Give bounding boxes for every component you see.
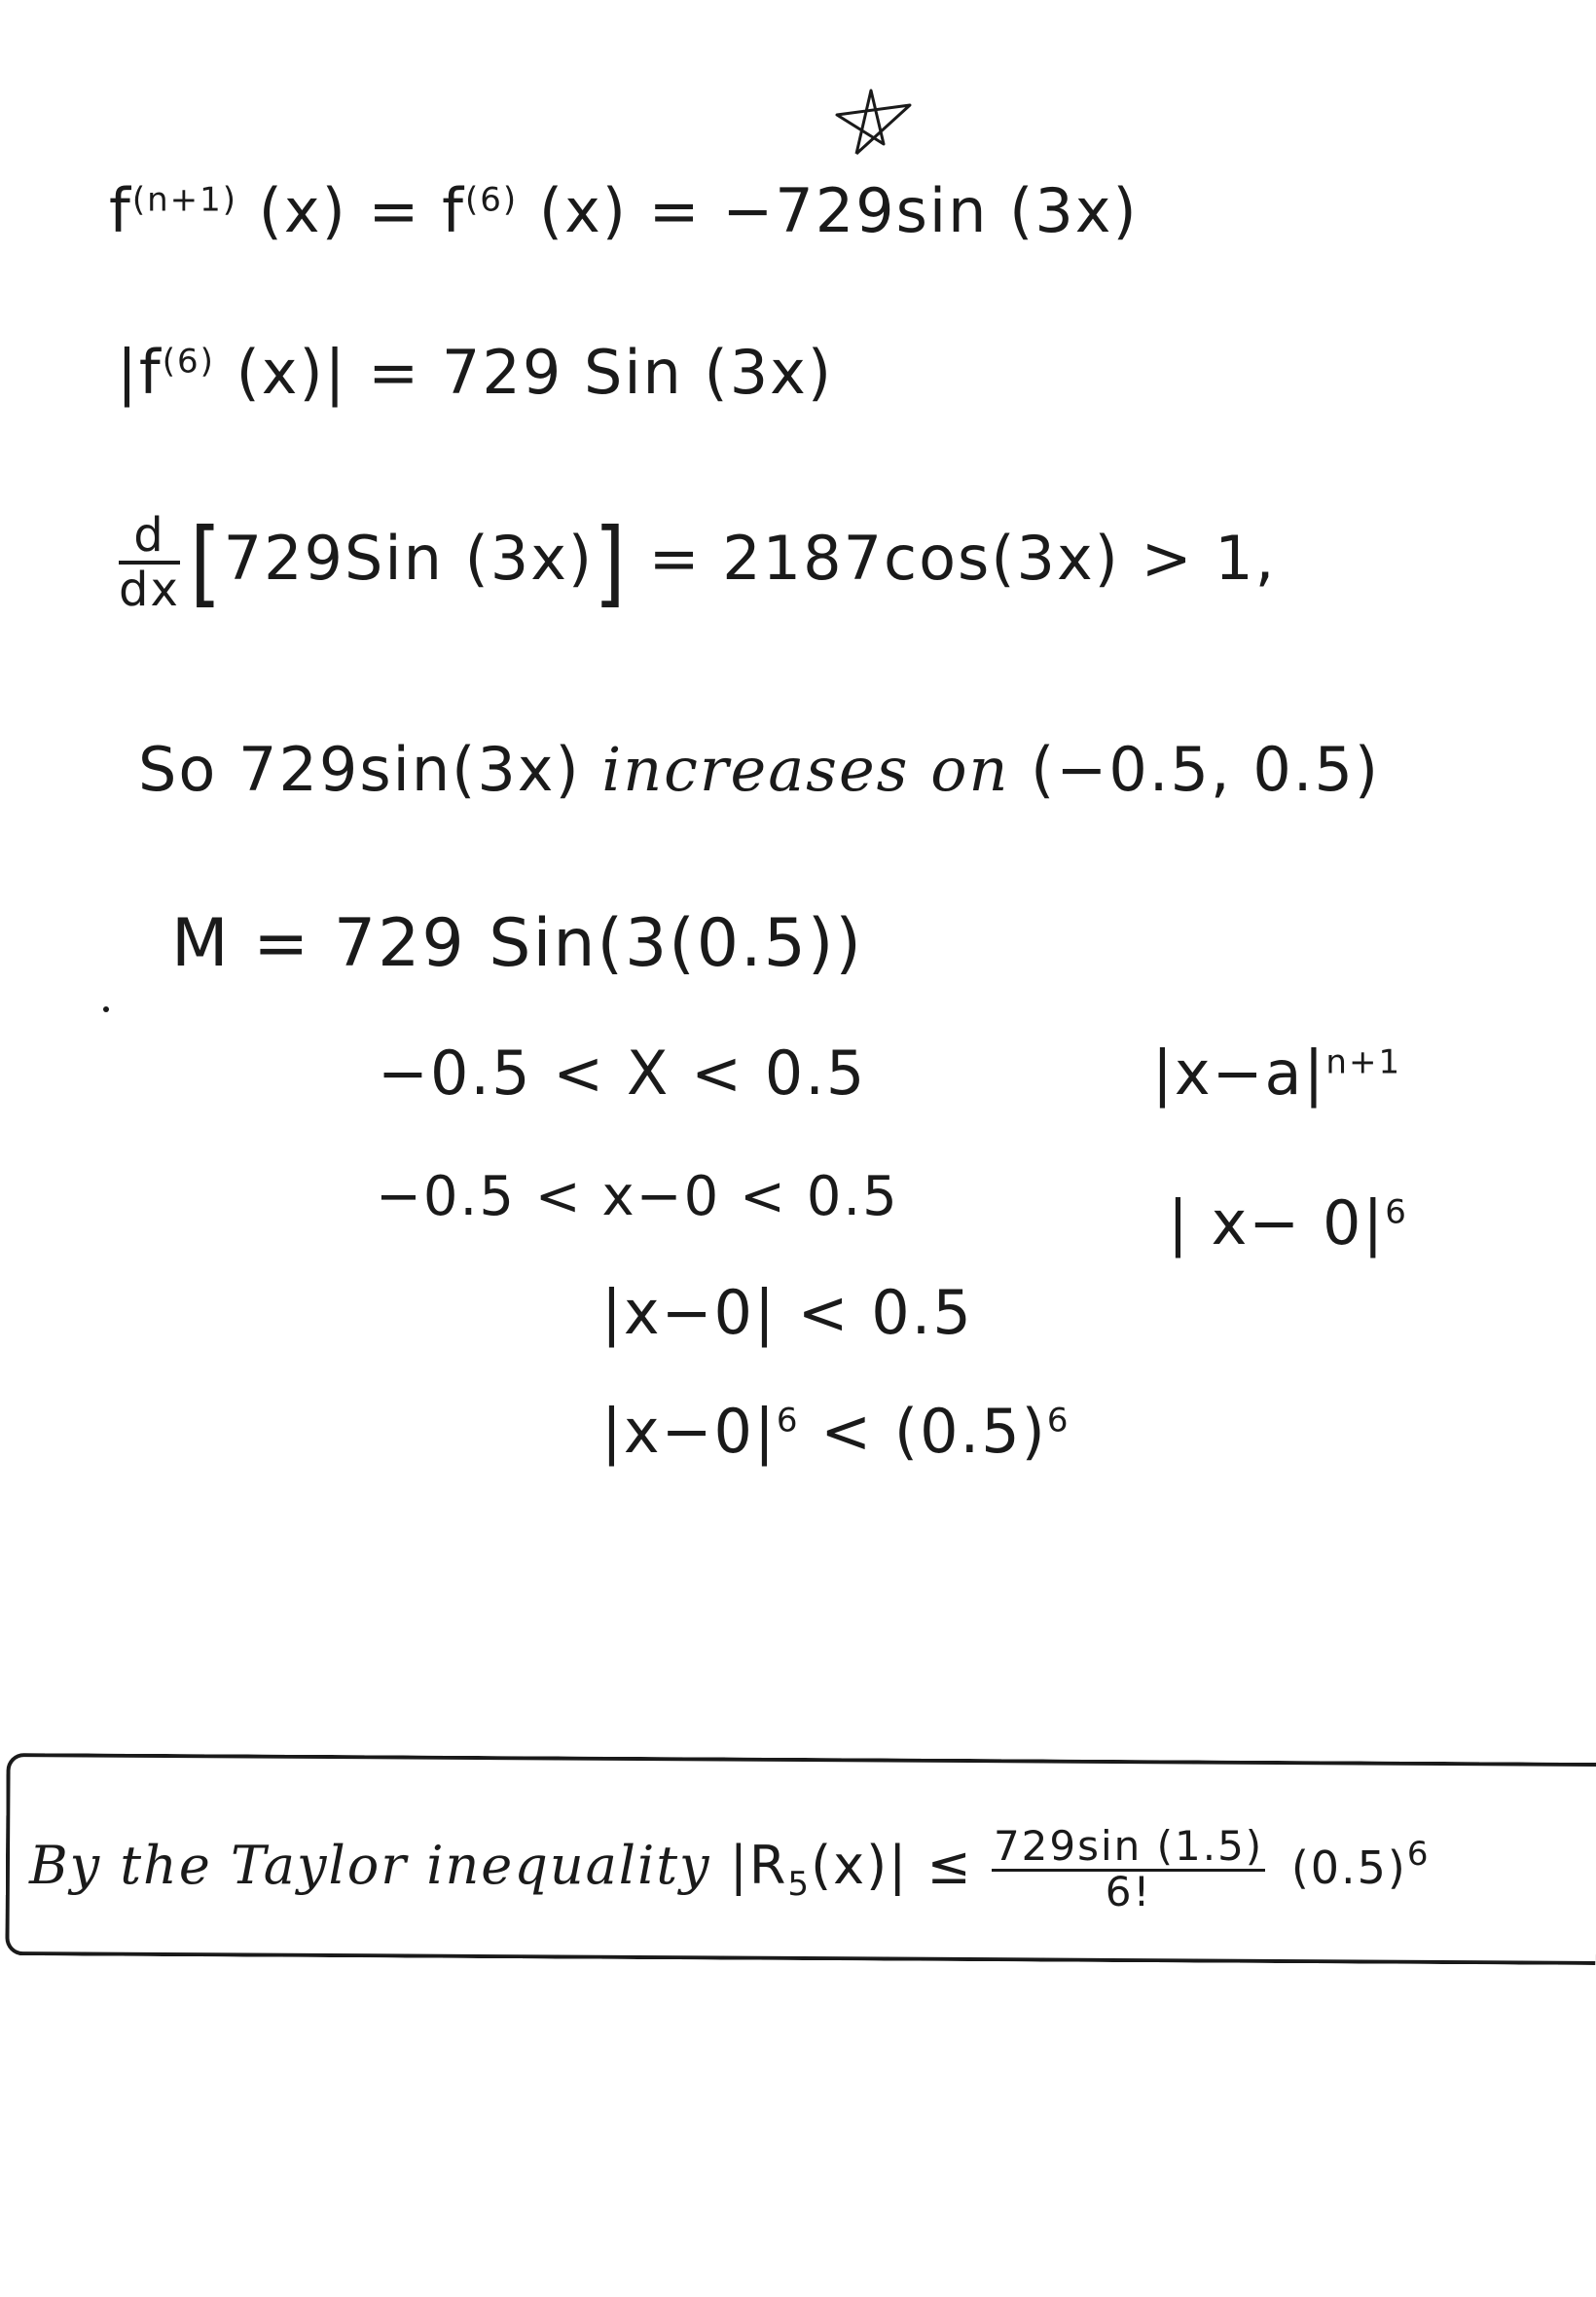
- line-2-sup-a: (6): [162, 342, 215, 382]
- line-3-rhs: = 2187cos(3x) > 1,: [627, 523, 1277, 595]
- line-1-part-c: (x) = −729sin (3x): [518, 175, 1139, 246]
- line-abs-bound: |x−0| < 0.5: [601, 1277, 973, 1348]
- remainder-factor-base: |x−a|: [1152, 1038, 1326, 1109]
- line-4-part-a: So 729sin(3x): [138, 734, 602, 805]
- conclusion-fraction-num: 729sin (1.5): [993, 1822, 1264, 1870]
- d-dx-fraction: [119, 508, 180, 617]
- conclusion-fraction-den: 6!: [1105, 1868, 1152, 1915]
- conclusion-lhs-sub: 5: [787, 1864, 812, 1904]
- line-9-sup-b: 6: [1046, 1401, 1070, 1440]
- remainder-sub-exp: 6: [1385, 1192, 1408, 1232]
- conclusion-tail-sup: 6: [1406, 1835, 1431, 1875]
- conclusion-line: [29, 1822, 1431, 1915]
- left-bracket: [: [189, 507, 224, 618]
- line-derivative-check: [119, 507, 1277, 618]
- line-9-part-b: < (0.5): [799, 1396, 1047, 1467]
- line-remainder-factor: [1152, 1038, 1402, 1109]
- star-icon: [827, 86, 915, 164]
- line-m-bound: M = 729 Sin(3(0.5)): [171, 905, 863, 982]
- conclusion-tail: (0.5): [1275, 1841, 1407, 1895]
- line-increases-statement: [138, 734, 1381, 805]
- stray-dot: [103, 1006, 109, 1012]
- bracket-content: 729Sin (3x): [223, 523, 595, 595]
- line-2-part-b: (x)| = 729 Sin (3x): [214, 337, 834, 408]
- remainder-sub-base: | x− 0|: [1168, 1187, 1386, 1258]
- line-4-cursive: increases on: [601, 734, 1010, 805]
- line-remainder-factor-sub: [1168, 1187, 1408, 1258]
- line-interval-x: −0.5 < X < 0.5: [378, 1038, 867, 1109]
- line-2-part-a: |f: [117, 337, 163, 408]
- line-9-part-a: |x−0|: [601, 1396, 777, 1467]
- right-bracket: ]: [594, 507, 628, 618]
- fraction-denominator: dx: [119, 563, 180, 617]
- line-1-sup-a: (n+1): [131, 180, 238, 220]
- conclusion-fraction: [992, 1822, 1265, 1915]
- conclusion-prefix: By the Taylor inequality: [29, 1835, 730, 1897]
- line-4-part-c: (−0.5, 0.5): [1009, 734, 1381, 805]
- line-1-part-b: (x) = f: [237, 175, 465, 246]
- conclusion-lhs-a: |R: [729, 1835, 788, 1897]
- line-power-bound: [601, 1396, 1070, 1467]
- line-1-part-a: f: [109, 175, 132, 246]
- line-absolute-derivative: [117, 337, 834, 408]
- line-derivative-definition: [109, 175, 1139, 246]
- conclusion-lhs-b: (x)| ≤: [811, 1835, 992, 1897]
- line-interval-shift: −0.5 < x−0 < 0.5: [376, 1165, 899, 1228]
- line-1-sup-b: (6): [465, 180, 519, 220]
- line-9-sup-a: 6: [776, 1401, 800, 1440]
- remainder-factor-exp: n+1: [1325, 1042, 1402, 1082]
- fraction-numerator: d: [119, 512, 180, 565]
